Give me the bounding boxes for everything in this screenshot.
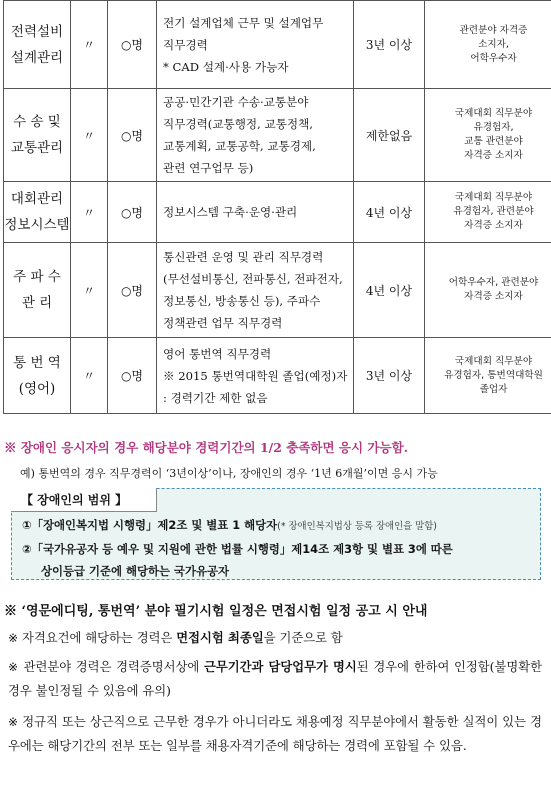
field-line: 통 번 역 — [13, 354, 61, 371]
headcount-cell: ○명 — [108, 182, 157, 243]
duty-line: 교통계획, 교통공학, 교통경제, — [163, 139, 316, 153]
note-mark: ※ — [8, 631, 19, 645]
field-line: 전력설비 — [10, 23, 64, 40]
duty-cell — [157, 89, 354, 182]
guide-1 — [8, 626, 542, 650]
duty-line: * CAD 설계·사용 가능자 — [163, 59, 289, 74]
ditto-cell: 〃 — [71, 1, 108, 89]
table-row — [4, 182, 551, 243]
ditto-cell: 〃 — [71, 182, 108, 243]
guide-2 — [8, 655, 542, 703]
preference-line: 어학우수자, 관련분야 — [448, 277, 539, 288]
field-line: (영어) — [18, 380, 56, 397]
field-line: 수 송 및 — [13, 114, 61, 130]
field-line: 주 파 수 — [13, 269, 61, 285]
preference-line: 자격증 소지자 — [464, 291, 523, 302]
table-row — [4, 89, 551, 182]
headcount-cell: ○명 — [108, 243, 157, 338]
preference-line: 자격증 소지자 — [464, 150, 523, 161]
table-row — [4, 1, 551, 89]
disability-scope-item-1 — [22, 517, 437, 533]
duty-line: 전기 설계업체 근무 및 설계업무 — [163, 15, 324, 30]
preference-cell — [425, 243, 551, 338]
preference-line: 유경험자, 관련분야 — [453, 206, 534, 217]
scope-item-1-note: (* 장애인복지법상 등록 장애인을 말함) — [277, 521, 437, 532]
preference-line: 졸업자 — [479, 383, 508, 395]
field-line: 교통관리 — [10, 140, 64, 156]
note-mark: ※ — [8, 660, 19, 674]
experience-cell: 3년 이상 — [354, 1, 425, 89]
disability-notice-example: 예) 통번역의 경우 직무경력이 ‘3년이상’이나, 장애인의 경우 ‘1년 6개월’이면 응시 가능 — [20, 467, 438, 480]
disability-scope-title: 【 장애인의 범위 】 — [11, 488, 157, 512]
preference-line: 어학우수자 — [470, 52, 517, 64]
preference-line: 국제대회 직무분야 — [454, 108, 533, 119]
guide-2-text-end: 된 경우에 한하여 인정함(불명확한 경우 불인정될 수 있음에 유의) — [8, 660, 542, 698]
guide-1-text-end: 을 기준으로 함 — [263, 631, 343, 645]
preference-line: 관련분야 자격증 — [459, 24, 528, 36]
duty-line: 정보통신, 방송통신 등), 주파수 — [163, 294, 321, 308]
duty-cell — [157, 1, 354, 89]
field-line: 관 리 — [21, 295, 53, 311]
table-row — [4, 243, 551, 338]
field-cell — [4, 1, 71, 89]
duty-line: ※ 2015 통번역대학원 졸업(예정)자 — [163, 368, 348, 383]
ditto-cell: 〃 — [71, 243, 108, 338]
guide-2-bold: 근무기간과 담당업무가 명시 — [204, 659, 357, 674]
duty-line: 직무경력(교통행정, 교통정책, — [163, 117, 313, 131]
preference-cell — [425, 1, 551, 89]
duty-line: 직무경력 — [163, 37, 208, 52]
duty-line: 통신관련 운영 및 관리 직무경력 — [163, 250, 324, 264]
field-cell — [4, 243, 71, 338]
duty-line: 정보시스템 구축·운영·관리 — [163, 205, 298, 219]
preference-line: 국제대회 직무분야 — [454, 355, 533, 367]
preference-line: 유경험자, — [473, 122, 514, 133]
field-line: 대회관리 — [10, 191, 64, 207]
duty-line: (무선설비통신, 전파통신, 전파전자, — [163, 272, 343, 286]
preference-line: 국제대회 직무분야 — [454, 192, 533, 203]
guide-1-bold: 면접시험 최종일 — [176, 630, 264, 645]
duty-line: 정책관련 업무 직무경력 — [163, 316, 283, 330]
field-line: 정보시스템 — [4, 217, 70, 233]
headcount-cell: ○명 — [108, 338, 157, 414]
experience-cell: 4년 이상 — [354, 243, 425, 338]
field-cell — [4, 182, 71, 243]
table-row — [4, 338, 551, 414]
scope-item-1-text: ①「장애인복지법 시행령」제2조 및 별표 1 해당자 — [22, 518, 278, 532]
note-mark: ※ — [8, 715, 19, 729]
experience-cell: 제한없음 — [354, 89, 425, 182]
preference-line: 자격증 소지자 — [464, 220, 523, 231]
duty-line: 영어 통번역 직무경력 — [163, 346, 272, 361]
guide-3 — [8, 710, 542, 758]
field-line: 설계관리 — [10, 49, 64, 66]
preference-line: 유경험자, 통번역대학원 — [444, 369, 543, 381]
ditto-cell: 〃 — [71, 89, 108, 182]
headcount-cell: ○명 — [108, 89, 157, 182]
ditto-cell: 〃 — [71, 338, 108, 414]
duty-cell — [157, 338, 354, 414]
guide-3-text: 정규직 또는 상근직으로 근무한 경우가 아니더라도 채용예정 직무분야에서 활동한 실적이 있는 경우에는 해당기간의 전부 또는 일부를 채용자격기준에 해당하는 경력에 포함될 수 있음. — [8, 715, 542, 753]
headcount-cell: ○명 — [108, 1, 157, 89]
disability-scope-item-2: ②「국가유공자 등 예우 및 지원에 관한 법률 시행령」제14조 제3항 및 별표 3에 따른 — [22, 542, 453, 556]
job-requirements-table — [3, 0, 551, 414]
guide-1-text: 자격요건에 해당하는 경력은 — [21, 631, 177, 645]
written-exam-notice: ※ ‘영문에디팅, 통번역’ 분야 필기시험 일정은 면접시험 일정 공고 시 안내 — [4, 604, 428, 619]
preference-cell — [425, 338, 551, 414]
duty-line: 관련 연구업무 등) — [163, 161, 254, 175]
disability-notice: ※ 장애인 응시자의 경우 해당분야 경력기간의 1/2 충족하면 응시 가능함. — [4, 440, 409, 455]
preference-line: 교통 관련분야 — [464, 136, 523, 147]
guide-2-text: 관련분야 경력은 경력증명서상에 — [23, 660, 205, 674]
duty-line: 공공·민간기관 수송·교통분야 — [163, 95, 309, 109]
experience-cell: 3년 이상 — [354, 338, 425, 414]
field-cell — [4, 89, 71, 182]
preference-line: 소지자, — [478, 38, 509, 50]
preference-cell — [425, 182, 551, 243]
experience-cell: 4년 이상 — [354, 182, 425, 243]
duty-cell — [157, 182, 354, 243]
disability-scope-item-2-cont: 상이등급 기준에 해당하는 국가유공자 — [41, 564, 229, 578]
duty-line: : 경력기간 제한 없음 — [163, 390, 268, 405]
field-cell — [4, 338, 71, 414]
duty-cell — [157, 243, 354, 338]
preference-cell — [425, 89, 551, 182]
